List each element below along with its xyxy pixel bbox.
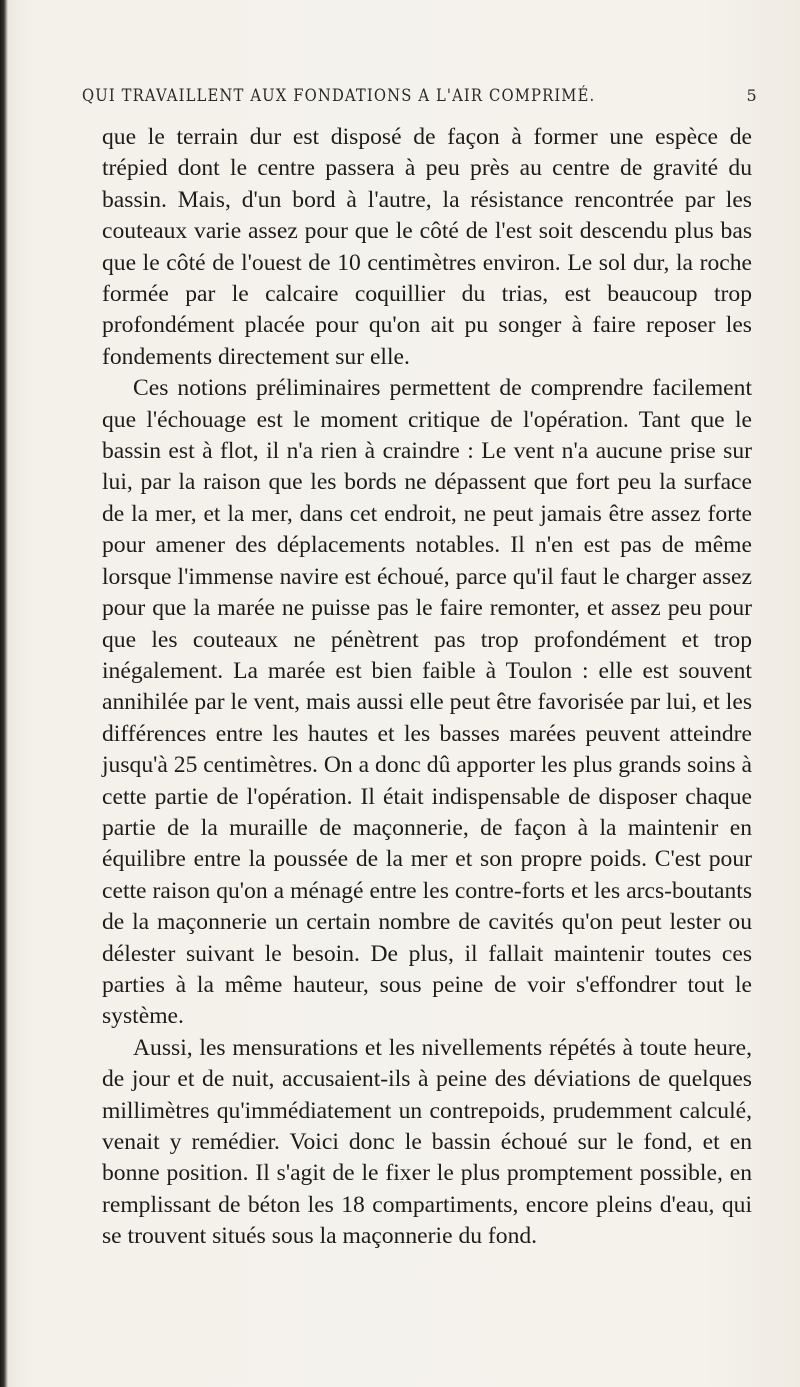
paragraph: Aussi, les mensurations et les nivellements répétés à toute heure, de jour et de nuit, accusaient-ils à peine des déviations de quelques millimètres qu'immédiatement un contrepoids, prudemment calculé, venait y remédier. Voici donc le bassin échoué sur le fond, et en bonne position. Il s'agit de le fixer le plus promptement possible, en remplissant de béton les 18 compartiments, encore pleins d'eau, qui se trouvent situés sous la maçonnerie du fond. (102, 1034, 752, 1250)
body-text (102, 122, 752, 1253)
page-gutter (0, 0, 8, 1387)
paragraph: Ces notions préliminaires permettent de comprendre facilement que l'échouage est le moment critique de l'opération. Tant que le bassin est à flot, il n'a rien à craindre : Le vent n'a aucune prise sur lui, par la raison que les bords ne dépassent que fort peu la surface de la mer, et la mer, dans cet endroit, ne peut jamais être assez forte pour amener des déplacements notables. Il n'en est pas de même lorsque l'immense navire est échoué, parce qu'il faut le charger assez pour que la marée ne puisse pas le faire remonter, et assez peu pour que les couteaux ne pénètrent pas trop profondément et trop inégalement. La marée est bien faible à Toulon : elle est souvent annihilée par le vent, mais aussi elle peut être favorisée par lui, et les différences entre les hautes et les basses marées peuvent atteindre jusqu'à 25 centimètres. On a donc dû apporter les plus grands soins à cette partie de l'opération. Il était indispensable de disposer chaque partie de la muraille de maçonnerie, de façon à la maintenir en équilibre entre la poussée de la mer et son propre poids. C'est pour cette raison qu'on a ménagé entre les contre-forts et les arcs-boutants de la maçonnerie un certain nombre de cavités qu'on peut lester ou délester suivant le besoin. De plus, il fallait maintenir toutes ces parties à la même hauteur, sous peine de voir s'effondrer tout le système. (102, 375, 752, 1030)
running-title: QUI TRAVAILLENT AUX FONDATIONS A L'AIR COMPRIMÉ. (82, 86, 596, 106)
page-number: 5 (746, 86, 758, 105)
paragraph-continued: que le terrain dur est disposé de façon à former une espèce de trépied dont le centre passera à peu près au centre de gravité du bassin. Mais, d'un bord à l'autre, la résistance rencontrée par les couteaux varie assez pour que le côté de l'est soit descendu plus bas que le côté de l'ouest de 10 centimètres environ. Le sol dur, la roche formée par le calcaire coquillier du trias, est beaucoup trop profondément placée pour qu'on ait pu songer à faire reposer les fondements directement sur elle. (102, 124, 752, 370)
running-header (82, 86, 758, 114)
